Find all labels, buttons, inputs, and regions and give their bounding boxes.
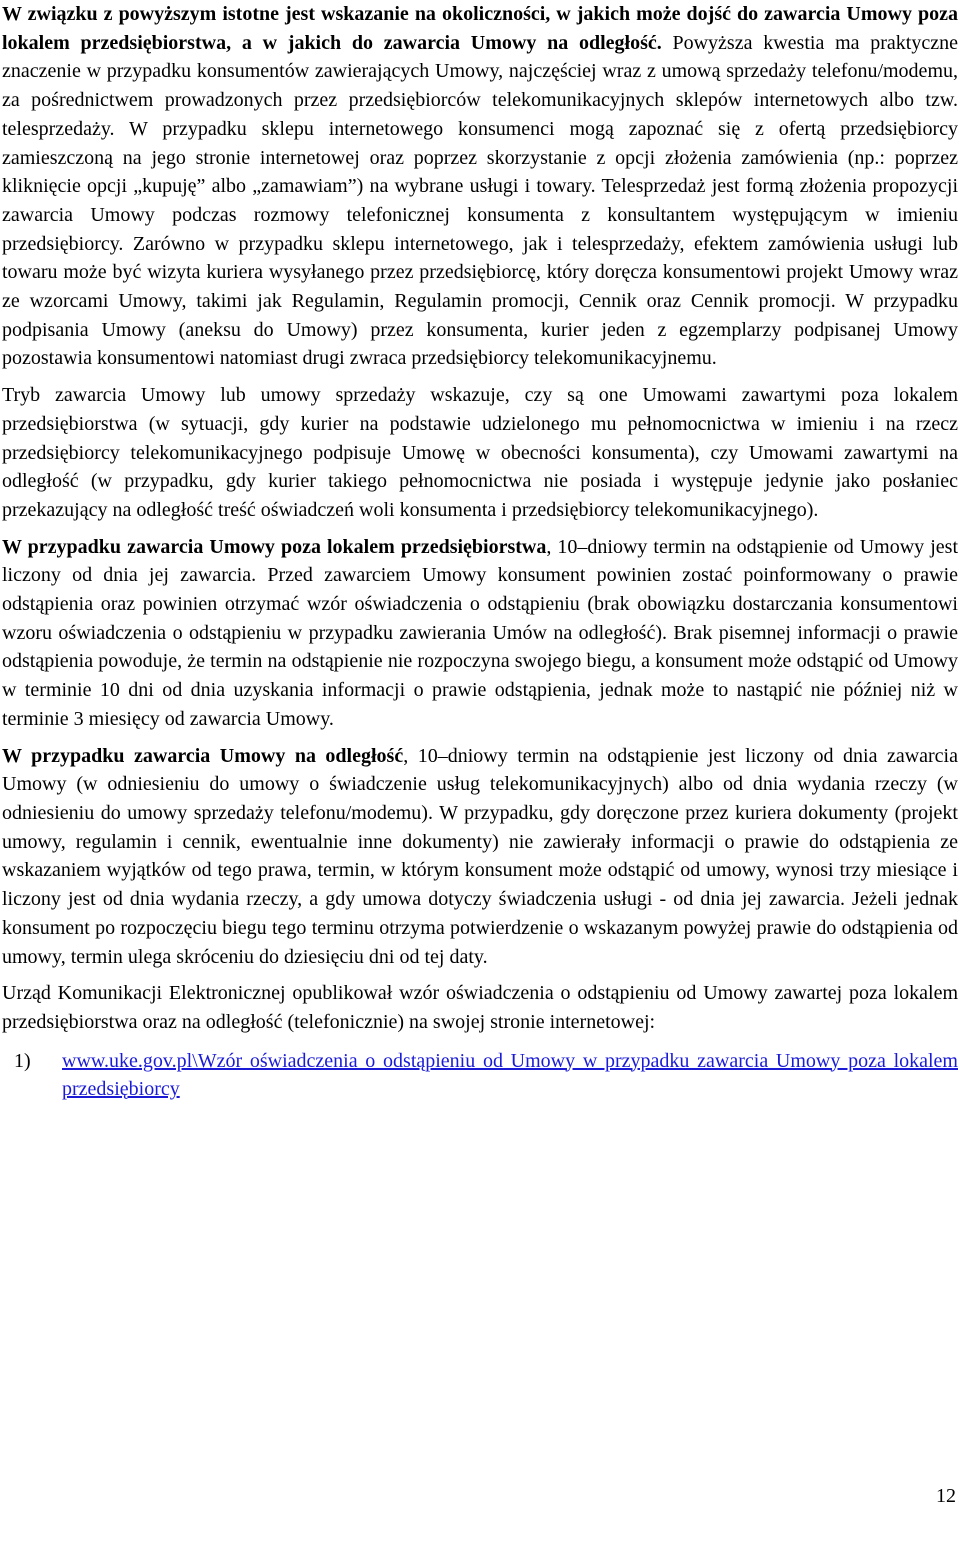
paragraph-1	[2, 0, 958, 373]
uke-link[interactable]: www.uke.gov.pl\Wzór oświadczenia o odstąpieniu od Umowy w przypadku zawarcia Umowy poza lokalem przedsiębiorcy	[62, 1049, 958, 1101]
list-item	[2, 1047, 958, 1104]
paragraph-3-bold-lead: W przypadku zawarcia Umowy poza lokalem przedsiębiorstwa	[2, 535, 547, 558]
paragraph-3-body: , 10–dniowy termin na odstąpienie od Umowy jest liczony od dnia jej zawarcia. Przed zawarciem Umowy konsument powinien zostać poinformowany o prawie odstąpienia oraz powinien otrzymać wzór oświadczenia o odstąpieniu (brak obowiązku dostarczania konsumentowi wzoru oświadczenia o odstąpieniu w przypadku zawierania Umów na odległość). Brak pisemnej informacji o prawie odstąpienia powoduje, że termin na odstąpienie nie rozpoczyna swojego biegu, a konsument może odstąpić od Umowy w terminie 10 dni od dnia uzyskania informacji o prawie odstąpienia, jednak może to nastąpić nie później niż w terminie 3 miesięcy od zawarcia Umowy.	[2, 535, 958, 730]
paragraph-4-body: , 10–dniowy termin na odstąpienie jest liczony od dnia zawarcia Umowy (w odniesieniu do umowy o świadczenie usług telekomunikacyjnych) albo od dnia wydania rzeczy (w odniesieniu do umowy sprzedaży telefonu/modemu). W przypadku, gdy doręczone przez kuriera dokumenty (projekt umowy, regulamin i cennik, ewentualnie inne dokumenty) nie zawierały informacji o prawie do odstąpienia ze wskazaniem wyjątków od tego prawa, termin, w którym konsument może odstąpić od umowy, wynosi trzy miesiące i liczony jest od dnia wydania rzeczy, a gdy umowa dotyczy świadczenia usługi - od dnia jej zawarcia. Jeżeli jednak konsument po rozpoczęciu biegu tego terminu otrzyma potwierdzenie o wskazanym powyżej prawie do odstąpienia od umowy, termin ulega skróceniu do dziesięciu dni od tej daty.	[2, 744, 958, 968]
paragraph-4	[2, 742, 958, 972]
paragraph-2	[2, 381, 958, 525]
list-item-number: 1)	[14, 1049, 31, 1072]
reference-list	[2, 1047, 958, 1104]
paragraph-5-body: Urząd Komunikacji Elektronicznej opublikował wzór oświadczenia o odstąpieniu od Umowy zawartej poza lokalem przedsiębiorstwa oraz na odległość (telefonicznie) na swojej stronie internetowej:	[2, 982, 958, 1033]
paragraph-1-bold-lead: W związku z powyższym istotne jest wskazanie na okoliczności, w jakich może dojść do zawarcia Umowy poza lokalem przedsiębiorstwa, a w jakich do zawarcia Umowy na odległość.	[2, 3, 958, 54]
page-number: 12	[936, 1485, 956, 1507]
paragraph-4-bold-lead: W przypadku zawarcia Umowy na odległość	[2, 744, 404, 767]
paragraph-1-body: Powyższa kwestia ma praktyczne znaczenie w przypadku konsumentów zawierających Umowy, najczęściej wraz z umową sprzedaży telefonu/modemu, za pośrednictwem prowadzonych przez przedsiębiorców telekomunikacyjnych sklepów internetowych albo tzw. telesprzedaży. W przypadku sklepu internetowego konsumenci mogą zapoznać się z ofertą przedsiębiorcy zamieszczoną na jego stronie internetowej oraz poprzez skorzystanie z opcji złożenia zamówienia (np.: poprzez kliknięcie opcji „kupuję” albo „zamawiam”) na wybrane usługi i towary. Telesprzedaż jest formą złożenia propozycji zawarcia Umowy podczas rozmowy telefonicznej konsumenta z konsultantem występującym w imieniu przedsiębiorcy. Zarówno w przypadku sklepu internetowego, jak i telesprzedaży, efektem zamówienia usługi lub towaru może być wizyta kuriera wysyłanego przez przedsiębiorcę, który doręcza konsumentowi projekt Umowy wraz ze wzorcami Umowy, takimi jak Regulamin, Regulamin promocji, Cennik oraz Cennik promocji. W przypadku podpisania Umowy (aneksu do Umowy) przez konsumenta, kurier jeden z egzemplarzy podpisanej Umowy pozostawia konsumentowi natomiast drugi zwraca przedsiębiorcy telekomunikacyjnemu.	[2, 31, 958, 370]
paragraph-2-body: Tryb zawarcia Umowy lub umowy sprzedaży wskazuje, czy są one Umowami zawartymi poza lokalem przedsiębiorstwa (w sytuacji, gdy kurier na podstawie udzielonego mu pełnomocnictwa w imieniu i na rzecz przedsiębiorcy telekomunikacyjnego podpisuje Umowę w obecności konsumenta), czy Umowami zawartymi na odległość (w przypadku, gdy kurier takiego pełnomocnictwa nie posiada i występuje jedynie jako posłaniec przekazujący na odległość treść oświadczeń woli konsumenta i przedsiębiorcy telekomunikacyjnego).	[2, 384, 958, 521]
paragraph-5	[2, 979, 958, 1036]
paragraph-3	[2, 533, 958, 734]
